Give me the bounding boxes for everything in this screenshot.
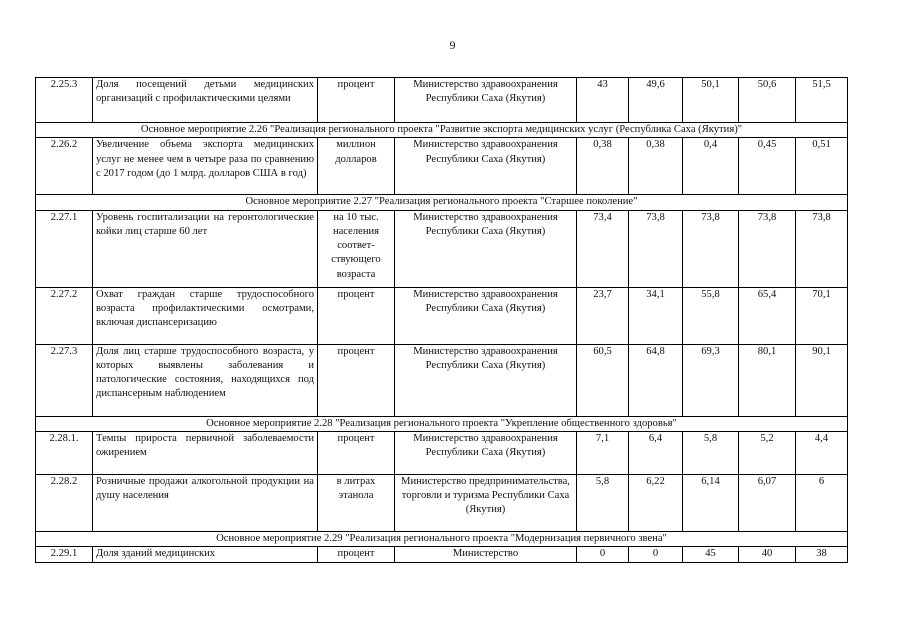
responsible-organization: Министерство здравоохранения Республики Саха (Якутия) xyxy=(395,210,577,287)
section-title: Основное мероприятие 2.27 "Реализация регионального проекта "Старшее поколение" xyxy=(36,195,848,210)
table-row xyxy=(36,547,848,563)
indicator-value: 0 xyxy=(577,547,629,563)
indicator-value: 49,6 xyxy=(629,78,683,123)
section-header-row xyxy=(36,123,848,138)
indicator-value: 5,8 xyxy=(577,474,629,531)
table-row xyxy=(36,138,848,195)
indicator-value: 23,7 xyxy=(577,287,629,344)
indicator-number: 2.27.1 xyxy=(36,210,93,287)
table-body xyxy=(36,78,848,563)
indicator-name: Доля зданий медицинских xyxy=(93,547,318,563)
indicator-value: 0 xyxy=(629,547,683,563)
indicator-value: 55,8 xyxy=(683,287,739,344)
table-row xyxy=(36,78,848,123)
indicator-value: 43 xyxy=(577,78,629,123)
responsible-organization: Министерство xyxy=(395,547,577,563)
indicator-value: 45 xyxy=(683,547,739,563)
indicator-name: Увеличение объема экспорта медицинских услуг не менее чем в четыре раза по сравнению с 2017 годом (до 1 млрд. долларов США в год) xyxy=(93,138,318,195)
indicator-value: 70,1 xyxy=(796,287,848,344)
indicator-name: Охват граждан старше трудоспособного возраста профилактическими осмотрами, включая диспансеризацию xyxy=(93,287,318,344)
indicator-value: 0,4 xyxy=(683,138,739,195)
unit-of-measure: процент xyxy=(318,431,395,474)
indicator-number: 2.27.2 xyxy=(36,287,93,344)
unit-of-measure: процент xyxy=(318,344,395,416)
table-row xyxy=(36,344,848,416)
unit-of-measure: процент xyxy=(318,287,395,344)
responsible-organization: Министерство здравоохранения Республики Саха (Якутия) xyxy=(395,138,577,195)
indicator-number: 2.27.3 xyxy=(36,344,93,416)
indicator-value: 73,8 xyxy=(796,210,848,287)
indicator-value: 73,8 xyxy=(629,210,683,287)
indicator-value: 50,1 xyxy=(683,78,739,123)
indicator-name: Уровень госпитализации на геронтологические койки лиц старше 60 лет xyxy=(93,210,318,287)
indicator-value: 60,5 xyxy=(577,344,629,416)
indicators-table xyxy=(35,77,848,563)
indicator-value: 0,45 xyxy=(739,138,796,195)
indicator-value: 6 xyxy=(796,474,848,531)
responsible-organization: Министерство здравоохранения Республики Саха (Якутия) xyxy=(395,287,577,344)
indicator-value: 4,4 xyxy=(796,431,848,474)
indicator-value: 6,07 xyxy=(739,474,796,531)
responsible-organization: Министерство здравоохранения Республики Саха (Якутия) xyxy=(395,78,577,123)
unit-of-measure: на 10 тыс. населения соответ-ствующего возраста xyxy=(318,210,395,287)
indicator-value: 65,4 xyxy=(739,287,796,344)
table-row xyxy=(36,287,848,344)
table-row xyxy=(36,210,848,287)
unit-of-measure: процент xyxy=(318,547,395,563)
indicator-number: 2.29.1 xyxy=(36,547,93,563)
indicator-value: 6,22 xyxy=(629,474,683,531)
indicator-value: 64,8 xyxy=(629,344,683,416)
table-row xyxy=(36,474,848,531)
responsible-organization: Министерство здравоохранения Республики Саха (Якутия) xyxy=(395,344,577,416)
unit-of-measure: миллион долларов xyxy=(318,138,395,195)
unit-of-measure: процент xyxy=(318,78,395,123)
indicator-value: 0,51 xyxy=(796,138,848,195)
indicator-value: 73,4 xyxy=(577,210,629,287)
responsible-organization: Министерство предпринимательства, торговли и туризма Республики Саха (Якутия) xyxy=(395,474,577,531)
indicator-value: 5,8 xyxy=(683,431,739,474)
indicator-name: Темпы прироста первичной заболеваемости ожирением xyxy=(93,431,318,474)
indicator-number: 2.28.2 xyxy=(36,474,93,531)
indicator-value: 6,14 xyxy=(683,474,739,531)
indicator-value: 90,1 xyxy=(796,344,848,416)
indicator-value: 7,1 xyxy=(577,431,629,474)
indicator-value: 73,8 xyxy=(683,210,739,287)
indicator-value: 51,5 xyxy=(796,78,848,123)
section-title: Основное мероприятие 2.29 "Реализация регионального проекта "Модернизация первичного звена" xyxy=(36,531,848,546)
indicator-value: 38 xyxy=(796,547,848,563)
indicator-value: 0,38 xyxy=(629,138,683,195)
responsible-organization: Министерство здравоохранения Республики Саха (Якутия) xyxy=(395,431,577,474)
indicator-value: 73,8 xyxy=(739,210,796,287)
section-header-row xyxy=(36,195,848,210)
indicator-number: 2.28.1. xyxy=(36,431,93,474)
page-number: 9 xyxy=(449,38,456,52)
section-header-row xyxy=(36,416,848,431)
table-row xyxy=(36,431,848,474)
section-header-row xyxy=(36,531,848,546)
section-title: Основное мероприятие 2.28 "Реализация регионального проекта "Укрепление общественного здоровья" xyxy=(36,416,848,431)
indicator-name: Розничные продажи алкогольной продукции на душу населения xyxy=(93,474,318,531)
section-title: Основное мероприятие 2.26 "Реализация регионального проекта "Развитие экспорта медицинских услуг (Республика Саха (Якутия)" xyxy=(36,123,848,138)
indicator-value: 69,3 xyxy=(683,344,739,416)
indicator-value: 5,2 xyxy=(739,431,796,474)
indicator-value: 6,4 xyxy=(629,431,683,474)
indicator-value: 34,1 xyxy=(629,287,683,344)
indicator-number: 2.26.2 xyxy=(36,138,93,195)
unit-of-measure: в литрах этанола xyxy=(318,474,395,531)
indicator-name: Доля лиц старше трудоспособного возраста, у которых выявлены заболевания и патологические состояния, находящихся под диспансерным наблюдением xyxy=(93,344,318,416)
indicator-value: 50,6 xyxy=(739,78,796,123)
indicator-value: 40 xyxy=(739,547,796,563)
indicator-value: 0,38 xyxy=(577,138,629,195)
indicator-name: Доля посещений детьми медицинских организаций с профилактическими целями xyxy=(93,78,318,123)
indicator-value: 80,1 xyxy=(739,344,796,416)
indicator-number: 2.25.3 xyxy=(36,78,93,123)
